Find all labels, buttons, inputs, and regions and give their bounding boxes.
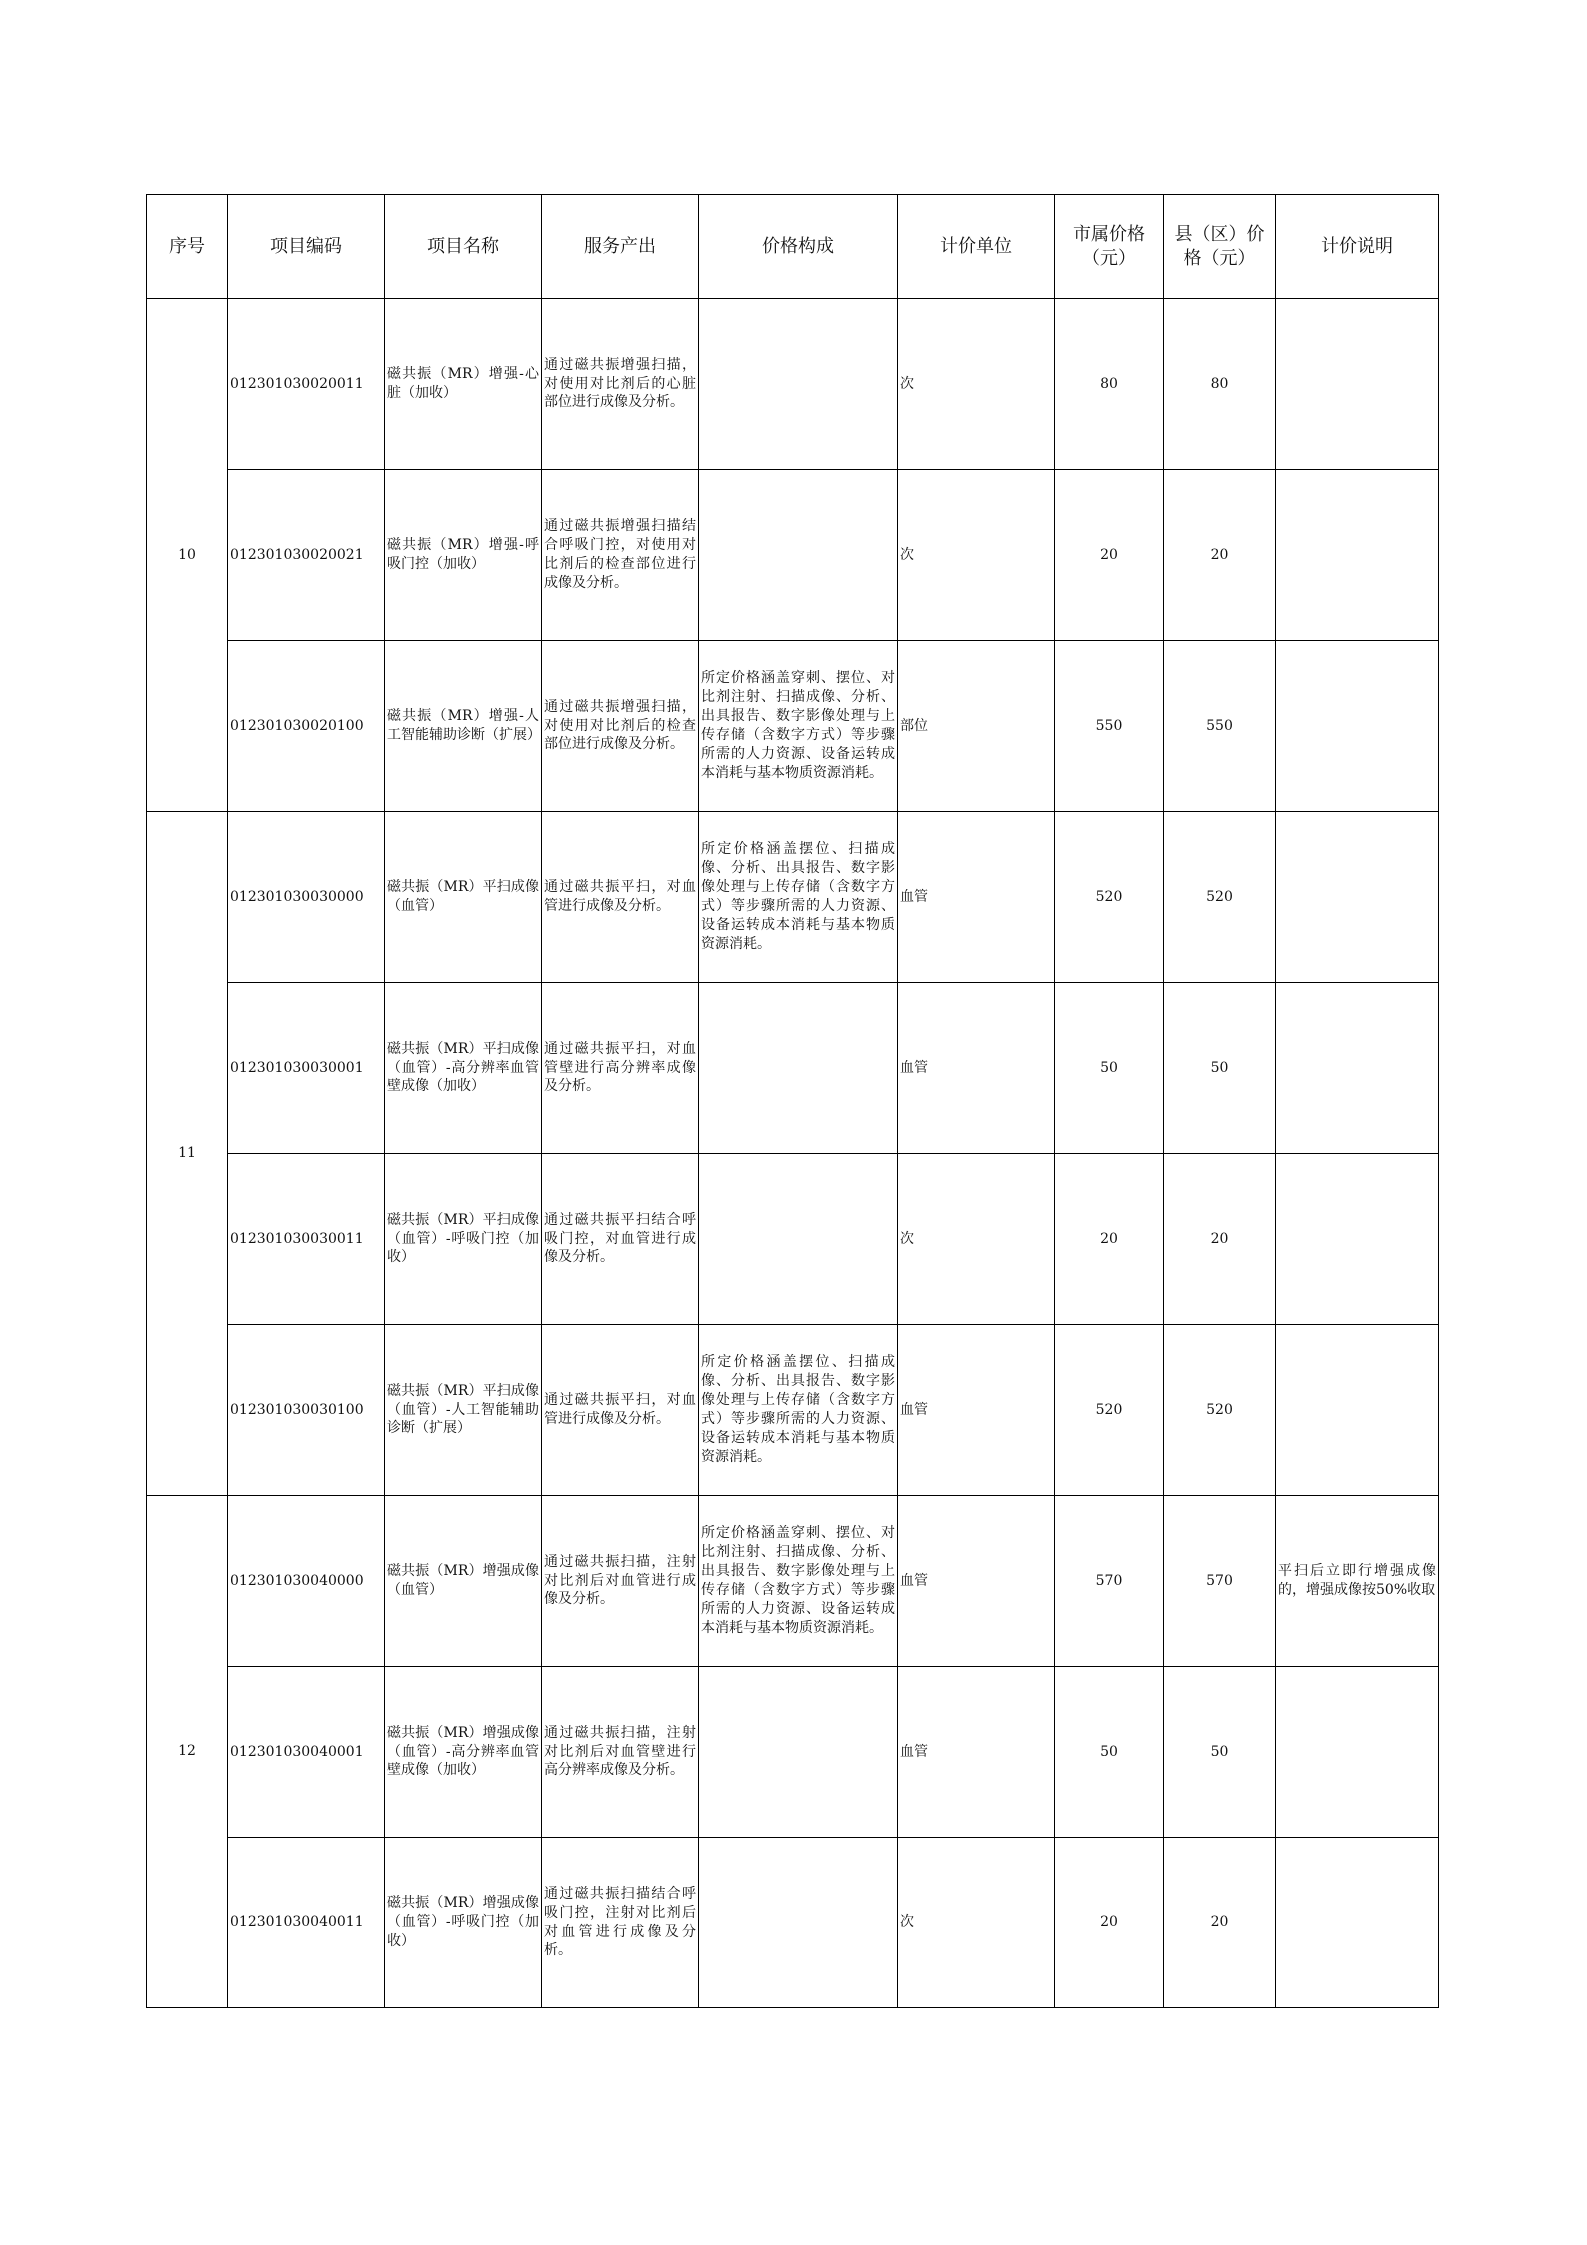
item-code: 012301030020011 [228, 299, 385, 470]
header-city-price: 市属价格（元） [1055, 195, 1164, 299]
item-unit: 次 [898, 470, 1055, 641]
item-unit: 血管 [898, 1325, 1055, 1496]
item-county-price: 20 [1164, 470, 1276, 641]
item-county-price: 570 [1164, 1496, 1276, 1667]
item-code: 012301030040001 [228, 1667, 385, 1838]
item-note [1276, 812, 1439, 983]
item-name: 磁共振（MR）平扫成像（血管）-人工智能辅助诊断（扩展） [385, 1325, 542, 1496]
item-note [1276, 641, 1439, 812]
item-code: 012301030030001 [228, 983, 385, 1154]
item-unit: 部位 [898, 641, 1055, 812]
item-output: 通过磁共振扫描，注射对比剂后对血管进行成像及分析。 [542, 1496, 699, 1667]
item-note [1276, 1325, 1439, 1496]
item-city-price: 550 [1055, 641, 1164, 812]
item-unit: 血管 [898, 1667, 1055, 1838]
item-composition: 所定价格涵盖摆位、扫描成像、分析、出具报告、数字影像处理与上传存储（含数字方式）等步骤所需的人力资源、设备运转成本消耗与基本物质资源消耗。 [699, 812, 898, 983]
item-output: 通过磁共振平扫，对血管进行成像及分析。 [542, 1325, 699, 1496]
item-code: 012301030020021 [228, 470, 385, 641]
header-code: 项目编码 [228, 195, 385, 299]
item-unit: 次 [898, 299, 1055, 470]
item-county-price: 550 [1164, 641, 1276, 812]
item-city-price: 50 [1055, 983, 1164, 1154]
item-composition [699, 983, 898, 1154]
item-output: 通过磁共振增强扫描，对使用对比剂后的心脏部位进行成像及分析。 [542, 299, 699, 470]
item-note [1276, 1667, 1439, 1838]
item-unit: 血管 [898, 812, 1055, 983]
item-county-price: 50 [1164, 1667, 1276, 1838]
item-note [1276, 299, 1439, 470]
item-note [1276, 983, 1439, 1154]
item-city-price: 20 [1055, 1838, 1164, 2008]
table-row [147, 299, 1439, 470]
item-output: 通过磁共振平扫，对血管进行成像及分析。 [542, 812, 699, 983]
item-city-price: 20 [1055, 470, 1164, 641]
item-output: 通过磁共振增强扫描结合呼吸门控，对使用对比剂后的检查部位进行成像及分析。 [542, 470, 699, 641]
item-city-price: 570 [1055, 1496, 1164, 1667]
item-output: 通过磁共振平扫结合呼吸门控，对血管进行成像及分析。 [542, 1154, 699, 1325]
item-composition: 所定价格涵盖穿刺、摆位、对比剂注射、扫描成像、分析、出具报告、数字影像处理与上传存储（含数字方式）等步骤所需的人力资源、设备运转成本消耗与基本物质资源消耗。 [699, 641, 898, 812]
item-county-price: 520 [1164, 812, 1276, 983]
item-name: 磁共振（MR）平扫成像（血管） [385, 812, 542, 983]
header-name: 项目名称 [385, 195, 542, 299]
item-note [1276, 1154, 1439, 1325]
item-composition [699, 1838, 898, 2008]
item-county-price: 50 [1164, 983, 1276, 1154]
table-row [147, 1154, 1439, 1325]
item-composition: 所定价格涵盖摆位、扫描成像、分析、出具报告、数字影像处理与上传存储（含数字方式）等步骤所需的人力资源、设备运转成本消耗与基本物质资源消耗。 [699, 1325, 898, 1496]
item-output: 通过磁共振平扫，对血管壁进行高分辨率成像及分析。 [542, 983, 699, 1154]
header-row [147, 195, 1439, 299]
item-note [1276, 1838, 1439, 2008]
table-row [147, 812, 1439, 983]
item-note [1276, 470, 1439, 641]
item-name: 磁共振（MR）增强成像（血管）-高分辨率血管壁成像（加收） [385, 1667, 542, 1838]
item-unit: 血管 [898, 983, 1055, 1154]
item-composition [699, 299, 898, 470]
item-county-price: 20 [1164, 1838, 1276, 2008]
table-row [147, 1496, 1439, 1667]
group-seq: 10 [147, 299, 228, 812]
item-county-price: 20 [1164, 1154, 1276, 1325]
item-name: 磁共振（MR）增强成像（血管）-呼吸门控（加收） [385, 1838, 542, 2008]
item-composition [699, 1154, 898, 1325]
item-name: 磁共振（MR）增强-人工智能辅助诊断（扩展） [385, 641, 542, 812]
item-output: 通过磁共振扫描结合呼吸门控，注射对比剂后对血管进行成像及分析。 [542, 1838, 699, 2008]
table-row [147, 1325, 1439, 1496]
header-unit: 计价单位 [898, 195, 1055, 299]
table-row [147, 983, 1439, 1154]
item-composition: 所定价格涵盖穿刺、摆位、对比剂注射、扫描成像、分析、出具报告、数字影像处理与上传存储（含数字方式）等步骤所需的人力资源、设备运转成本消耗与基本物质资源消耗。 [699, 1496, 898, 1667]
item-note: 平扫后立即行增强成像的，增强成像按50%收取 [1276, 1496, 1439, 1667]
item-name: 磁共振（MR）增强成像（血管） [385, 1496, 542, 1667]
item-name: 磁共振（MR）平扫成像（血管）-呼吸门控（加收） [385, 1154, 542, 1325]
item-city-price: 80 [1055, 299, 1164, 470]
group-seq: 11 [147, 812, 228, 1496]
item-output: 通过磁共振增强扫描，对使用对比剂后的检查部位进行成像及分析。 [542, 641, 699, 812]
item-name: 磁共振（MR）增强-心脏（加收） [385, 299, 542, 470]
item-output: 通过磁共振扫描，注射对比剂后对血管壁进行高分辨率成像及分析。 [542, 1667, 699, 1838]
item-city-price: 520 [1055, 812, 1164, 983]
item-code: 012301030040011 [228, 1838, 385, 2008]
item-unit: 次 [898, 1154, 1055, 1325]
item-composition [699, 470, 898, 641]
table-row [147, 1838, 1439, 2008]
header-note: 计价说明 [1276, 195, 1439, 299]
item-code: 012301030030011 [228, 1154, 385, 1325]
item-code: 012301030020100 [228, 641, 385, 812]
table-row [147, 641, 1439, 812]
table-row [147, 470, 1439, 641]
price-table [146, 194, 1439, 2008]
item-code: 012301030040000 [228, 1496, 385, 1667]
item-name: 磁共振（MR）平扫成像（血管）-高分辨率血管壁成像（加收） [385, 983, 542, 1154]
item-city-price: 520 [1055, 1325, 1164, 1496]
group-seq: 12 [147, 1496, 228, 2008]
header-composition: 价格构成 [699, 195, 898, 299]
item-name: 磁共振（MR）增强-呼吸门控（加收） [385, 470, 542, 641]
header-output: 服务产出 [542, 195, 699, 299]
table-row [147, 1667, 1439, 1838]
header-county-price: 县（区）价格（元） [1164, 195, 1276, 299]
header-seq: 序号 [147, 195, 228, 299]
item-county-price: 520 [1164, 1325, 1276, 1496]
item-unit: 血管 [898, 1496, 1055, 1667]
item-unit: 次 [898, 1838, 1055, 2008]
item-county-price: 80 [1164, 299, 1276, 470]
item-code: 012301030030100 [228, 1325, 385, 1496]
item-city-price: 20 [1055, 1154, 1164, 1325]
item-composition [699, 1667, 898, 1838]
item-code: 012301030030000 [228, 812, 385, 983]
item-city-price: 50 [1055, 1667, 1164, 1838]
